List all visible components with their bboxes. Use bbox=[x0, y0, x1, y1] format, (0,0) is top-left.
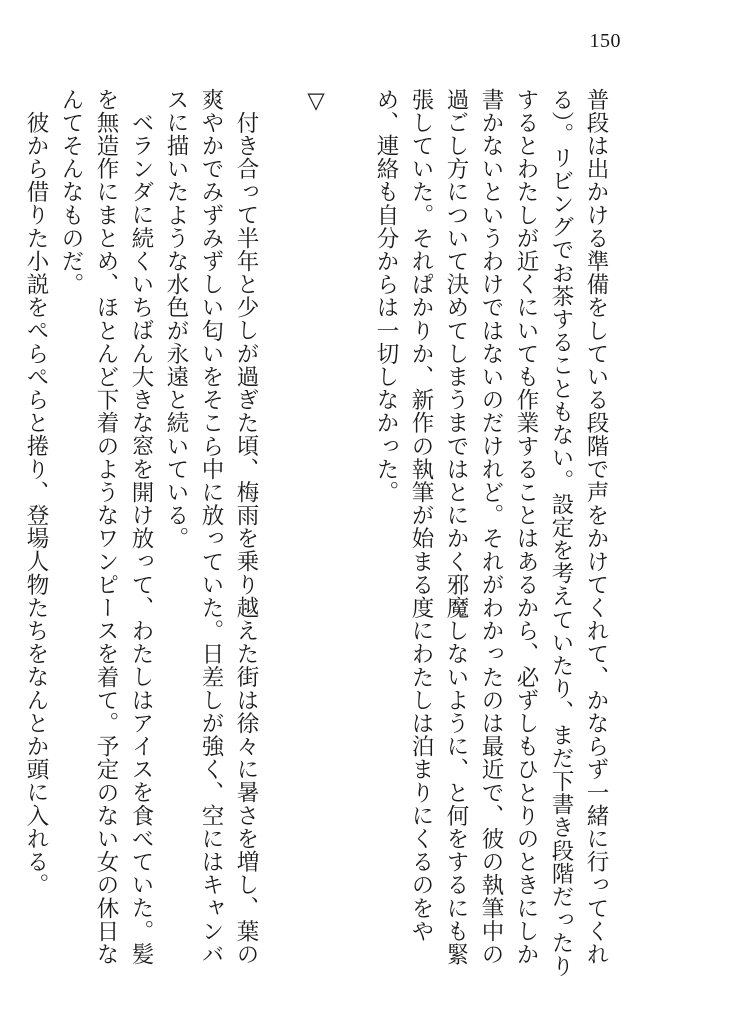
page-number: 150 bbox=[589, 30, 621, 52]
paragraph: 彼から借りた小説をぺらぺらと捲り、登場人物たちをなんとか頭に入れる。 bbox=[23, 110, 49, 896]
vertical-text-body bbox=[18, 88, 613, 988]
paragraph: ベランダに続くいちばん大きな窓を開け放って、わたしはアイスを食べていた。髪を無造作にまとめ、ほとんど下着のようなワンピースを着て。予定のない女の休日なんてそんなものだ。 bbox=[58, 88, 154, 966]
paragraph: 付き合って半年と少しが過ぎた頃、梅雨を乗り越えた街は徐々に暑さを増し、葉の爽やかでみずみずしい匂いをそこら中に放っていた。日差しが強く、空にはキャンバスに描いたような水色が永遠と続いている。 bbox=[163, 88, 259, 966]
section-break-marker: ▽ bbox=[303, 88, 329, 115]
paragraph-continuation: 普段は出かける準備をしている段階で声をかけてくれて、かならず一緒に行ってくれる）。リビングでお茶することもない。設定を考えていたり、まだ下書き段階だったりするとわたしが近くにいても作業することはあるから、必ずしもひとりのときにしか書かないというわけではないのだけれど。それがわかったのは最近で、彼の執筆中の過ごし方について決めてしまうまではとにかく邪魔しないように、と何をするにも緊張していた。それぱかりか、新作の執筆が始まる度にわたしは泊まりにくるのをやめ、連絡も自分からは一切しなかった。 bbox=[373, 88, 609, 978]
